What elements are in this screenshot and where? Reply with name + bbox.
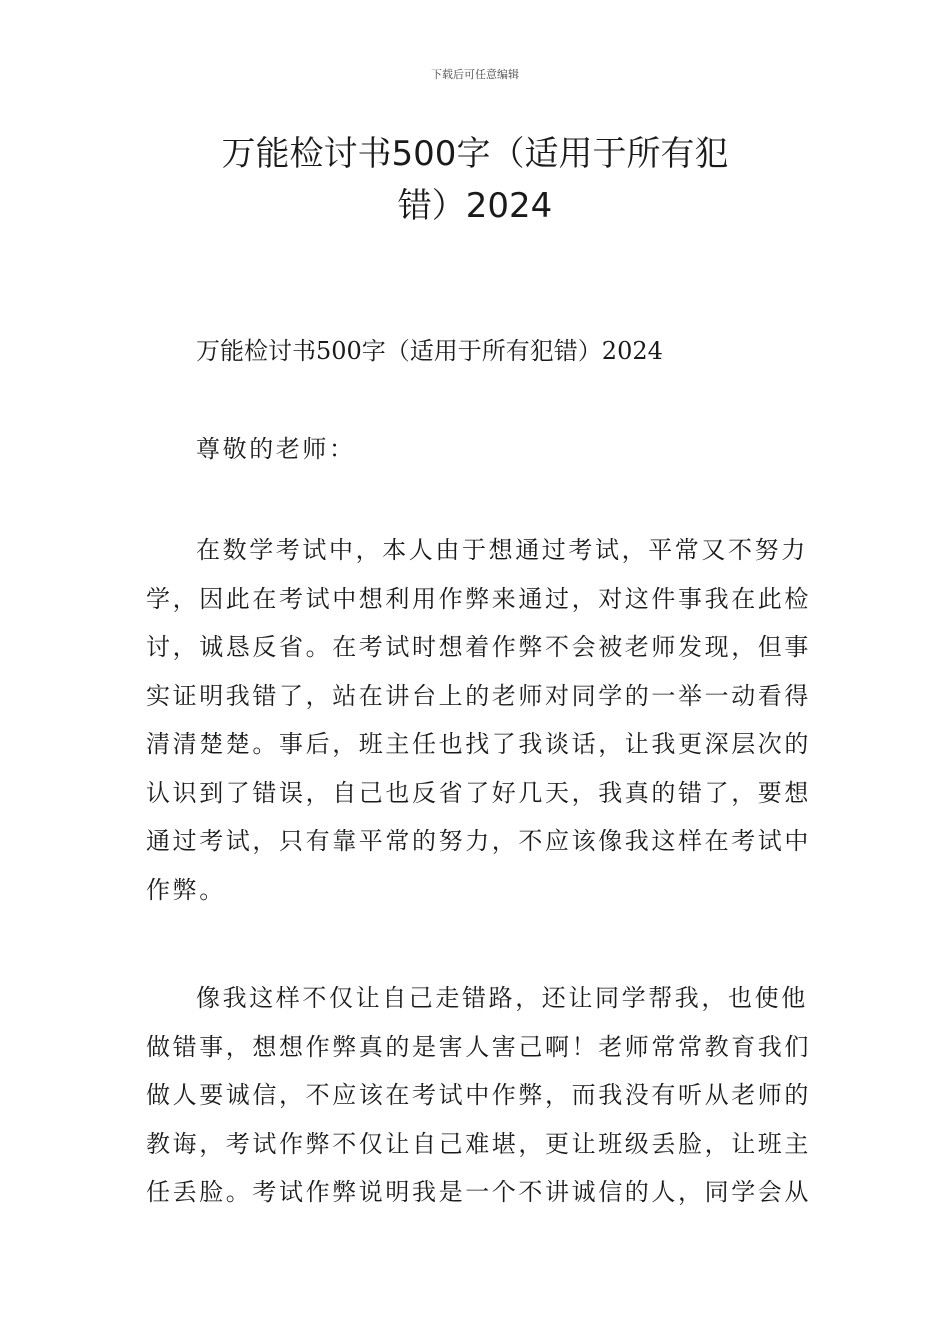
paragraph-1 [146, 526, 810, 914]
header-note: 下载后可任意编辑 [431, 68, 519, 81]
text-line: 实证明我错了，站在讲台上的老师对同学的一举一动看得 [146, 681, 811, 710]
text-line: 通过考试，只有靠平常的努力，不应该像我这样在考试中 [146, 827, 811, 855]
text-line: 清清楚楚。事后，班主任也找了我谈话，让我更深层次的 [146, 730, 811, 758]
text-line: 像我这样不仅让自己走错路，还让同学帮我，也使他 [196, 984, 808, 1012]
paragraph-2 [146, 974, 810, 1217]
text-line: 认识到了错误，自己也反省了好几天，我真的错了，要想 [146, 778, 811, 807]
text-line: 作弊。 [146, 875, 226, 904]
text-line: 教诲，考试作弊不仅让自己难堪，更让班级丢脸，让班主 [146, 1129, 811, 1158]
title-line: 错）2024 [397, 186, 553, 226]
document-subtitle: 万能检讨书500字（适用于所有犯错）2024 [196, 337, 663, 365]
text-line: 讨，诚恳反省。在考试时想着作弊不会被老师发现，但事 [146, 633, 811, 661]
text-line: 学，因此在考试中想利用作弊来通过，对这件事我在此检 [146, 584, 811, 613]
text-line: 做人要诚信，不应该在考试中作弊，而我没有听从老师的 [146, 1081, 811, 1109]
text-line: 在数学考试中，本人由于想通过考试，平常又不努力 [196, 536, 808, 564]
title-line: 万能检讨书500字（适用于所有犯 [221, 134, 729, 174]
document-title [175, 128, 775, 232]
text-line: 任丢脸。考试作弊说明我是一个不讲诚信的人，同学会从 [146, 1178, 811, 1206]
greeting: 尊敬的老师： [196, 435, 356, 463]
text-line: 做错事，想想作弊真的是害人害己啊！老师常常教育我们 [146, 1032, 811, 1061]
